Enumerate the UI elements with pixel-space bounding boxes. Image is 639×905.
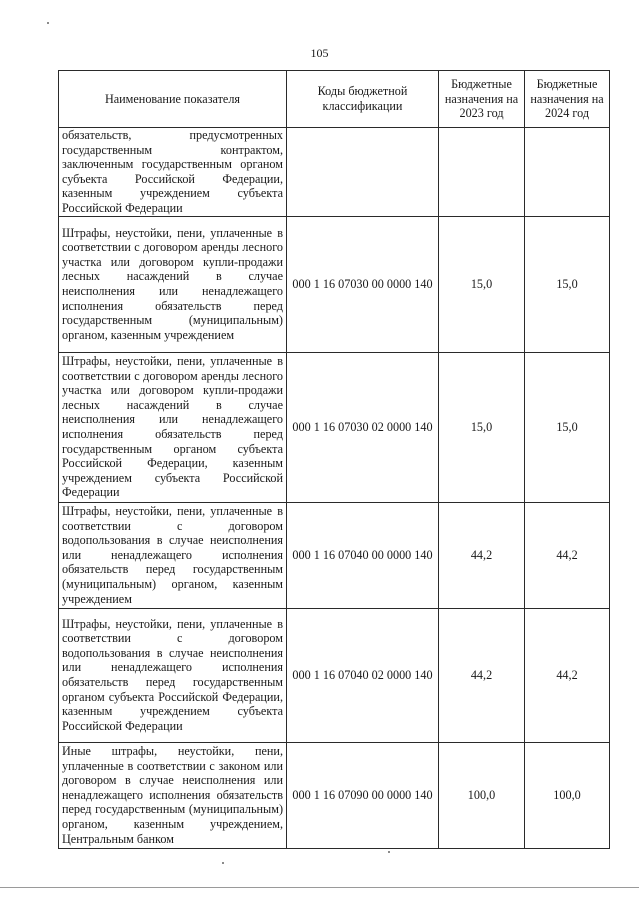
- budget-code-cell: 000 1 16 07030 00 0000 140: [287, 216, 439, 352]
- indicator-name-cell: Штрафы, неустойки, пени, уплаченные в соответствии с договором водопользования в случае неисполнения или ненадлежащего исполнения обязательств перед государственным органом субъекта Российской Федерации, казенным учреждением субъекта Российской Федерации: [59, 608, 287, 742]
- amount-2023-cell: 15,0: [439, 352, 525, 502]
- amount-2024-cell: 44,2: [525, 608, 610, 742]
- table-header-row: [59, 71, 610, 128]
- amount-2024-cell: 15,0: [525, 352, 610, 502]
- amount-2024-cell: [525, 128, 610, 217]
- header-indicator-name: Наименование показателя: [59, 71, 287, 128]
- scan-speck: [47, 22, 49, 24]
- scan-speck: [388, 851, 390, 853]
- budget-code-cell: 000 1 16 07040 00 0000 140: [287, 502, 439, 608]
- indicator-name-cell: Штрафы, неустойки, пени, уплаченные в соответствии с договором аренды лесного участка или договором купли-продажи лесных насаждений в случае неисполнения или ненадлежащего исполнения обязательств перед государственным органом субъекта Российской Федерации, казенным учреждением субъекта Российской Федерации: [59, 352, 287, 502]
- table-row: [59, 216, 610, 352]
- header-budget-2024: Бюджетные назначения на 2024 год: [525, 71, 610, 128]
- budget-code-cell: [287, 128, 439, 217]
- amount-2024-cell: 100,0: [525, 742, 610, 848]
- table-row: [59, 502, 610, 608]
- table-row: [59, 352, 610, 502]
- indicator-name-cell: обязательств, предусмотренных государственным контрактом, заключенным государственным органом субъекта Российской Федерации, казенным учреждением субъекта Российской Федерации: [59, 128, 287, 217]
- budget-code-cell: 000 1 16 07040 02 0000 140: [287, 608, 439, 742]
- indicator-name-cell: Иные штрафы, неустойки, пени, уплаченные в соответствии с законом или договором в случае неисполнения или ненадлежащего исполнения обязательств перед государственным (муниципальным) органом, казенным учреждением, Центральным банком: [59, 742, 287, 848]
- table-row: [59, 742, 610, 848]
- indicator-name-cell: Штрафы, неустойки, пени, уплаченные в соответствии с договором аренды лесного участка или договором купли-продажи лесных насаждений в случае неисполнения или ненадлежащего исполнения обязательств перед государственным (муниципальным) органом, казенным учреждением: [59, 216, 287, 352]
- header-budget-codes: Коды бюджетной классификации: [287, 71, 439, 128]
- amount-2023-cell: 44,2: [439, 502, 525, 608]
- amount-2024-cell: 44,2: [525, 502, 610, 608]
- amount-2023-cell: [439, 128, 525, 217]
- budget-code-cell: 000 1 16 07090 00 0000 140: [287, 742, 439, 848]
- table-row: [59, 608, 610, 742]
- budget-table: [58, 70, 610, 849]
- scan-speck: [222, 862, 224, 864]
- amount-2024-cell: 15,0: [525, 216, 610, 352]
- indicator-name-cell: Штрафы, неустойки, пени, уплаченные в соответствии с договором водопользования в случае неисполнения или ненадлежащего исполнения обязательств перед государственным (муниципальным) органом, казенным учреждением: [59, 502, 287, 608]
- page-number: 105: [310, 46, 329, 60]
- amount-2023-cell: 100,0: [439, 742, 525, 848]
- header-budget-2023: Бюджетные назначения на 2023 год: [439, 71, 525, 128]
- amount-2023-cell: 15,0: [439, 216, 525, 352]
- amount-2023-cell: 44,2: [439, 608, 525, 742]
- scan-edge-line: [0, 887, 639, 888]
- budget-code-cell: 000 1 16 07030 02 0000 140: [287, 352, 439, 502]
- table-row: [59, 128, 610, 217]
